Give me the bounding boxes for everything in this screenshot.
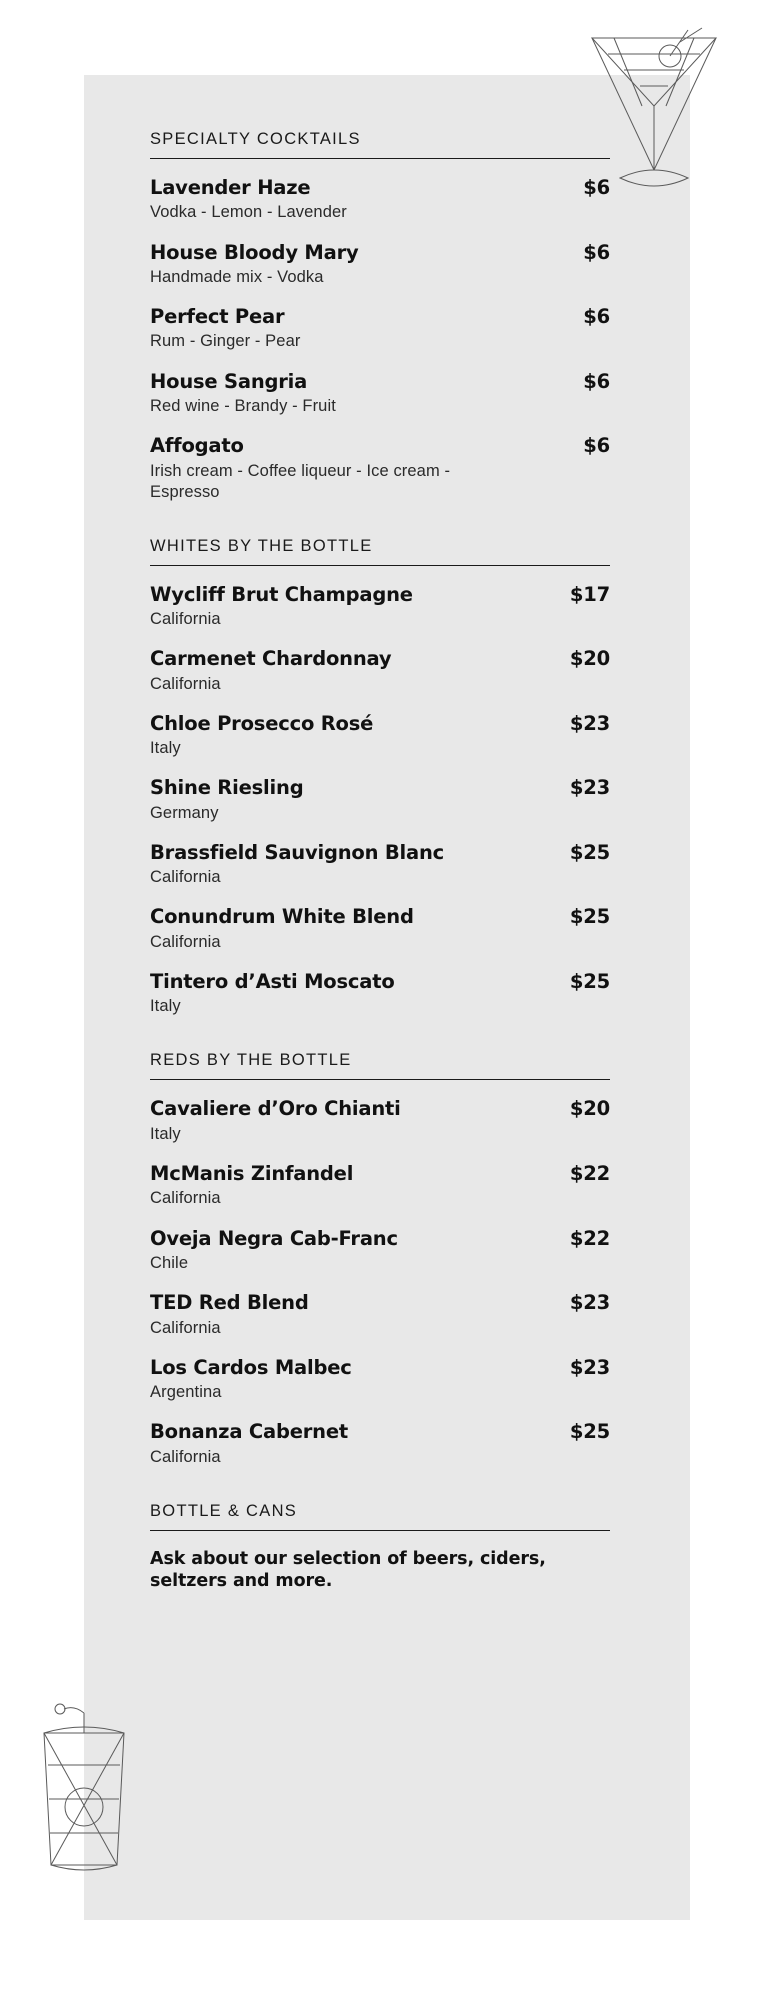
section-title: REDS BY THE BOTTLE [150, 1051, 610, 1080]
menu-item-price: $25 [569, 969, 610, 993]
menu-item-price: $22 [569, 1162, 610, 1186]
menu-item [150, 776, 610, 824]
menu-item-name: McManis Zinfandel [150, 1162, 354, 1186]
menu-item-description: Handmade mix - Vodka [150, 267, 324, 286]
menu-item [150, 1227, 610, 1275]
menu-item-price: $22 [569, 1226, 610, 1250]
menu-item-price: $17 [569, 582, 610, 606]
menu-item [150, 176, 610, 224]
menu-item-name: Los Cardos Malbec [150, 1355, 352, 1379]
menu-item-description: California [150, 932, 221, 951]
section-title: WHITES BY THE BOTTLE [150, 537, 610, 566]
menu-item [150, 1291, 610, 1339]
menu-section-bottle-and-cans [150, 1502, 610, 1593]
menu-item-price: $25 [569, 1420, 610, 1444]
menu-item-description: Rum - Ginger - Pear [150, 332, 301, 351]
menu-item-price: $20 [569, 1097, 610, 1121]
menu-section-specialty-cocktails [150, 130, 610, 503]
menu-item [150, 1356, 610, 1404]
menu-item-name: Wycliff Brut Champagne [150, 582, 413, 606]
menu-item [150, 970, 610, 1018]
menu-item-price: $23 [569, 1355, 610, 1379]
menu-item-name: Carmenet Chardonnay [150, 647, 392, 671]
section-title: BOTTLE & CANS [150, 1502, 610, 1531]
menu-item-price: $6 [583, 434, 610, 458]
section-note: Ask about our selection of beers, ciders, seltzers and more. [150, 1548, 546, 1592]
menu-item [150, 241, 610, 289]
menu-item-price: $23 [569, 776, 610, 800]
menu-item-description: California [150, 610, 221, 629]
menu-item-name: Brassfield Sauvignon Blanc [150, 840, 445, 864]
menu-item-description: Vodka - Lemon - Lavender [150, 203, 347, 222]
menu-item-description: Italy [150, 1124, 181, 1143]
menu-item-description: Italy [150, 997, 181, 1016]
menu-item-description: Irish cream - Coffee liqueur - Ice cream - Espresso [150, 461, 451, 501]
menu-item [150, 370, 610, 418]
menu-content [150, 130, 610, 1592]
menu-item-price: $23 [569, 711, 610, 735]
menu-item-description: California [150, 1189, 221, 1208]
menu-item-name: Bonanza Cabernet [150, 1420, 348, 1444]
menu-item [150, 841, 610, 889]
menu-item-description: California [150, 1447, 221, 1466]
menu-section-reds-by-the-bottle [150, 1051, 610, 1467]
menu-item [150, 305, 610, 353]
menu-item-description: California [150, 1318, 221, 1337]
menu-item-description: Chile [150, 1253, 189, 1272]
menu-item [150, 905, 610, 953]
menu-item-name: Tintero d’Asti Moscato [150, 969, 395, 993]
menu-item-name: Cavaliere d’Oro Chianti [150, 1097, 401, 1121]
menu-item-name: House Bloody Mary [150, 240, 359, 264]
menu-item-price: $25 [569, 905, 610, 929]
menu-item-name: Conundrum White Blend [150, 905, 414, 929]
menu-item-name: Chloe Prosecco Rosé [150, 711, 374, 735]
menu-item-name: House Sangria [150, 369, 308, 393]
menu-item-description: Italy [150, 739, 181, 758]
menu-item-description: California [150, 868, 221, 887]
menu-item-description: California [150, 674, 221, 693]
menu-item-description: Argentina [150, 1383, 222, 1402]
menu-item-price: $25 [569, 840, 610, 864]
menu-section-whites-by-the-bottle [150, 537, 610, 1018]
menu-item [150, 1420, 610, 1468]
menu-item [150, 1162, 610, 1210]
menu-item-price: $6 [583, 176, 610, 199]
section-title: SPECIALTY COCKTAILS [150, 130, 610, 159]
menu-item [150, 434, 610, 503]
menu-item-name: Perfect Pear [150, 305, 285, 329]
menu-item [150, 1097, 610, 1145]
menu-item-price: $6 [583, 240, 610, 264]
menu-item [150, 712, 610, 760]
menu-item-price: $23 [569, 1291, 610, 1315]
menu-item [150, 647, 610, 695]
menu-item-name: TED Red Blend [150, 1291, 309, 1315]
menu-item-name: Affogato [150, 434, 244, 458]
menu-item-description: Germany [150, 803, 219, 822]
menu-item-description: Red wine - Brandy - Fruit [150, 397, 336, 416]
menu-item-price: $6 [583, 305, 610, 329]
menu-item-name: Lavender Haze [150, 176, 311, 199]
menu-item-name: Shine Riesling [150, 776, 304, 800]
menu-item-price: $20 [569, 647, 610, 671]
menu-item-name: Oveja Negra Cab-Franc [150, 1226, 398, 1250]
menu-item-price: $6 [583, 369, 610, 393]
menu-item [150, 583, 610, 631]
